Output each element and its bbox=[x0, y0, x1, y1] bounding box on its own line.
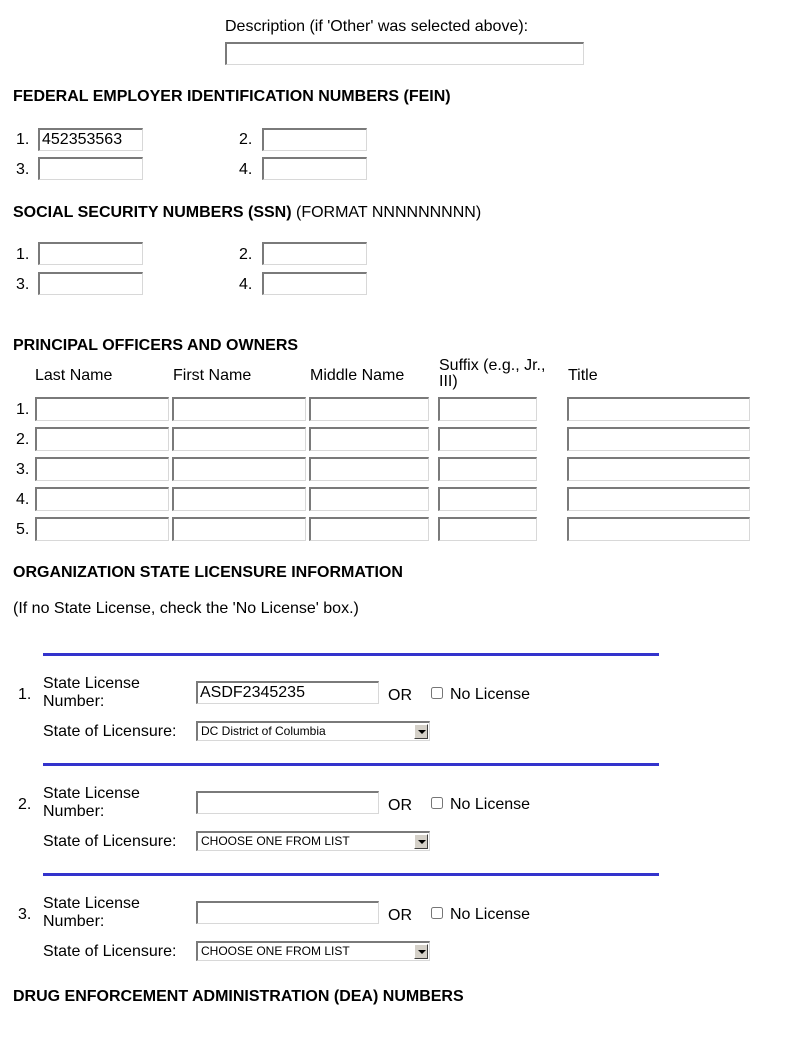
officer-row-number: 3. bbox=[16, 461, 30, 478]
state-license-number-label-line1: State License bbox=[43, 785, 140, 802]
state-of-licensure-select[interactable] bbox=[196, 941, 430, 961]
col-suffix-line1: Suffix (e.g., Jr., bbox=[439, 357, 546, 374]
state-of-licensure-selected-value: DC District of Columbia bbox=[201, 724, 326, 738]
col-suffix-line2: III) bbox=[439, 373, 458, 390]
officer-last-input[interactable] bbox=[35, 427, 169, 451]
state-license-number-input[interactable] bbox=[196, 791, 379, 814]
ssn-2-input[interactable] bbox=[262, 242, 367, 265]
officer-row-number: 2. bbox=[16, 431, 30, 448]
fein-1-input[interactable] bbox=[38, 128, 143, 151]
officer-middle-input[interactable] bbox=[309, 427, 429, 451]
state-of-licensure-label: State of Licensure: bbox=[43, 723, 177, 740]
license-entry-number: 2. bbox=[18, 796, 32, 813]
officer-suffix-input[interactable] bbox=[438, 457, 537, 481]
officer-middle-input[interactable] bbox=[309, 487, 429, 511]
state-of-licensure-label: State of Licensure: bbox=[43, 833, 177, 850]
ssn-3-input[interactable] bbox=[38, 272, 143, 295]
ssn-heading bbox=[13, 204, 481, 222]
officer-title-input[interactable] bbox=[567, 427, 750, 451]
fein-4-input[interactable] bbox=[262, 157, 367, 180]
chevron-down-icon[interactable] bbox=[414, 944, 428, 959]
fein-2-input[interactable] bbox=[262, 128, 367, 151]
state-license-number-label-line2: Number: bbox=[43, 693, 105, 710]
state-license-number-label bbox=[43, 675, 140, 711]
col-first-name: First Name bbox=[173, 367, 252, 384]
ssn-format-note: (FORMAT NNNNNNNNN) bbox=[296, 204, 482, 221]
state-of-licensure-select[interactable] bbox=[196, 831, 430, 851]
or-label: OR bbox=[388, 797, 412, 814]
state-of-licensure-select[interactable] bbox=[196, 721, 430, 741]
fein-1-label: 1. bbox=[16, 131, 30, 148]
ssn-1-label: 1. bbox=[16, 246, 30, 263]
state-license-number-input[interactable] bbox=[196, 901, 379, 924]
state-license-number-label-line1: State License bbox=[43, 675, 140, 692]
ssn-3-label: 3. bbox=[16, 276, 30, 293]
no-license-checkbox[interactable] bbox=[431, 907, 443, 919]
col-last-name: Last Name bbox=[35, 367, 113, 384]
ssn-heading-text: SOCIAL SECURITY NUMBERS (SSN) bbox=[13, 204, 292, 221]
license-entry-number: 1. bbox=[18, 686, 32, 703]
license-entry-number: 3. bbox=[18, 906, 32, 923]
officer-middle-input[interactable] bbox=[309, 397, 429, 421]
fein-4-label: 4. bbox=[239, 161, 253, 178]
no-license-label[interactable]: No License bbox=[450, 906, 531, 923]
officer-first-input[interactable] bbox=[172, 487, 306, 511]
state-of-licensure-selected-value: CHOOSE ONE FROM LIST bbox=[201, 944, 350, 958]
officer-first-input[interactable] bbox=[172, 457, 306, 481]
col-title: Title bbox=[568, 367, 598, 384]
no-license-label[interactable]: No License bbox=[450, 796, 531, 813]
ssn-2-label: 2. bbox=[239, 246, 253, 263]
fein-heading: FEDERAL EMPLOYER IDENTIFICATION NUMBERS (FEIN) bbox=[13, 88, 451, 105]
fein-2-label: 2. bbox=[239, 131, 253, 148]
officer-row-number: 5. bbox=[16, 521, 30, 538]
officer-middle-input[interactable] bbox=[309, 457, 429, 481]
or-label: OR bbox=[388, 687, 412, 704]
state-license-number-label-line2: Number: bbox=[43, 913, 105, 930]
officer-last-input[interactable] bbox=[35, 487, 169, 511]
officer-last-input[interactable] bbox=[35, 457, 169, 481]
state-of-licensure-selected-value: CHOOSE ONE FROM LIST bbox=[201, 834, 350, 848]
ssn-1-input[interactable] bbox=[38, 242, 143, 265]
state-license-number-label-line1: State License bbox=[43, 895, 140, 912]
fein-3-label: 3. bbox=[16, 161, 30, 178]
description-label: Description (if 'Other' was selected above): bbox=[225, 18, 529, 35]
officer-suffix-input[interactable] bbox=[438, 517, 537, 541]
section-divider bbox=[43, 653, 659, 656]
officer-row-number: 1. bbox=[16, 401, 30, 418]
chevron-down-icon[interactable] bbox=[414, 724, 428, 739]
officer-first-input[interactable] bbox=[172, 517, 306, 541]
officer-suffix-input[interactable] bbox=[438, 487, 537, 511]
state-license-number-input[interactable] bbox=[196, 681, 379, 704]
section-divider bbox=[43, 763, 659, 766]
no-license-checkbox[interactable] bbox=[431, 687, 443, 699]
section-divider bbox=[43, 873, 659, 876]
licensure-heading: ORGANIZATION STATE LICENSURE INFORMATION bbox=[13, 564, 403, 581]
state-license-number-label bbox=[43, 895, 140, 931]
ssn-4-label: 4. bbox=[239, 276, 253, 293]
licensure-note: (If no State License, check the 'No License' box.) bbox=[13, 600, 359, 617]
dea-heading: DRUG ENFORCEMENT ADMINISTRATION (DEA) NUMBERS bbox=[13, 988, 464, 1005]
or-label: OR bbox=[388, 907, 412, 924]
officer-title-input[interactable] bbox=[567, 517, 750, 541]
officers-heading: PRINCIPAL OFFICERS AND OWNERS bbox=[13, 337, 299, 354]
officer-first-input[interactable] bbox=[172, 427, 306, 451]
officer-title-input[interactable] bbox=[567, 457, 750, 481]
officer-row-number: 4. bbox=[16, 491, 30, 508]
officer-first-input[interactable] bbox=[172, 397, 306, 421]
officer-last-input[interactable] bbox=[35, 397, 169, 421]
chevron-down-icon[interactable] bbox=[414, 834, 428, 849]
state-license-number-label bbox=[43, 785, 140, 821]
description-input[interactable] bbox=[225, 42, 584, 65]
officer-last-input[interactable] bbox=[35, 517, 169, 541]
state-license-number-label-line2: Number: bbox=[43, 803, 105, 820]
no-license-label[interactable]: No License bbox=[450, 686, 531, 703]
officer-suffix-input[interactable] bbox=[438, 427, 537, 451]
officer-middle-input[interactable] bbox=[309, 517, 429, 541]
officer-title-input[interactable] bbox=[567, 397, 750, 421]
col-suffix bbox=[439, 358, 545, 390]
col-middle-name: Middle Name bbox=[310, 367, 405, 384]
state-of-licensure-label: State of Licensure: bbox=[43, 943, 177, 960]
officer-suffix-input[interactable] bbox=[438, 397, 537, 421]
ssn-4-input[interactable] bbox=[262, 272, 367, 295]
fein-3-input[interactable] bbox=[38, 157, 143, 180]
no-license-checkbox[interactable] bbox=[431, 797, 443, 809]
officer-title-input[interactable] bbox=[567, 487, 750, 511]
